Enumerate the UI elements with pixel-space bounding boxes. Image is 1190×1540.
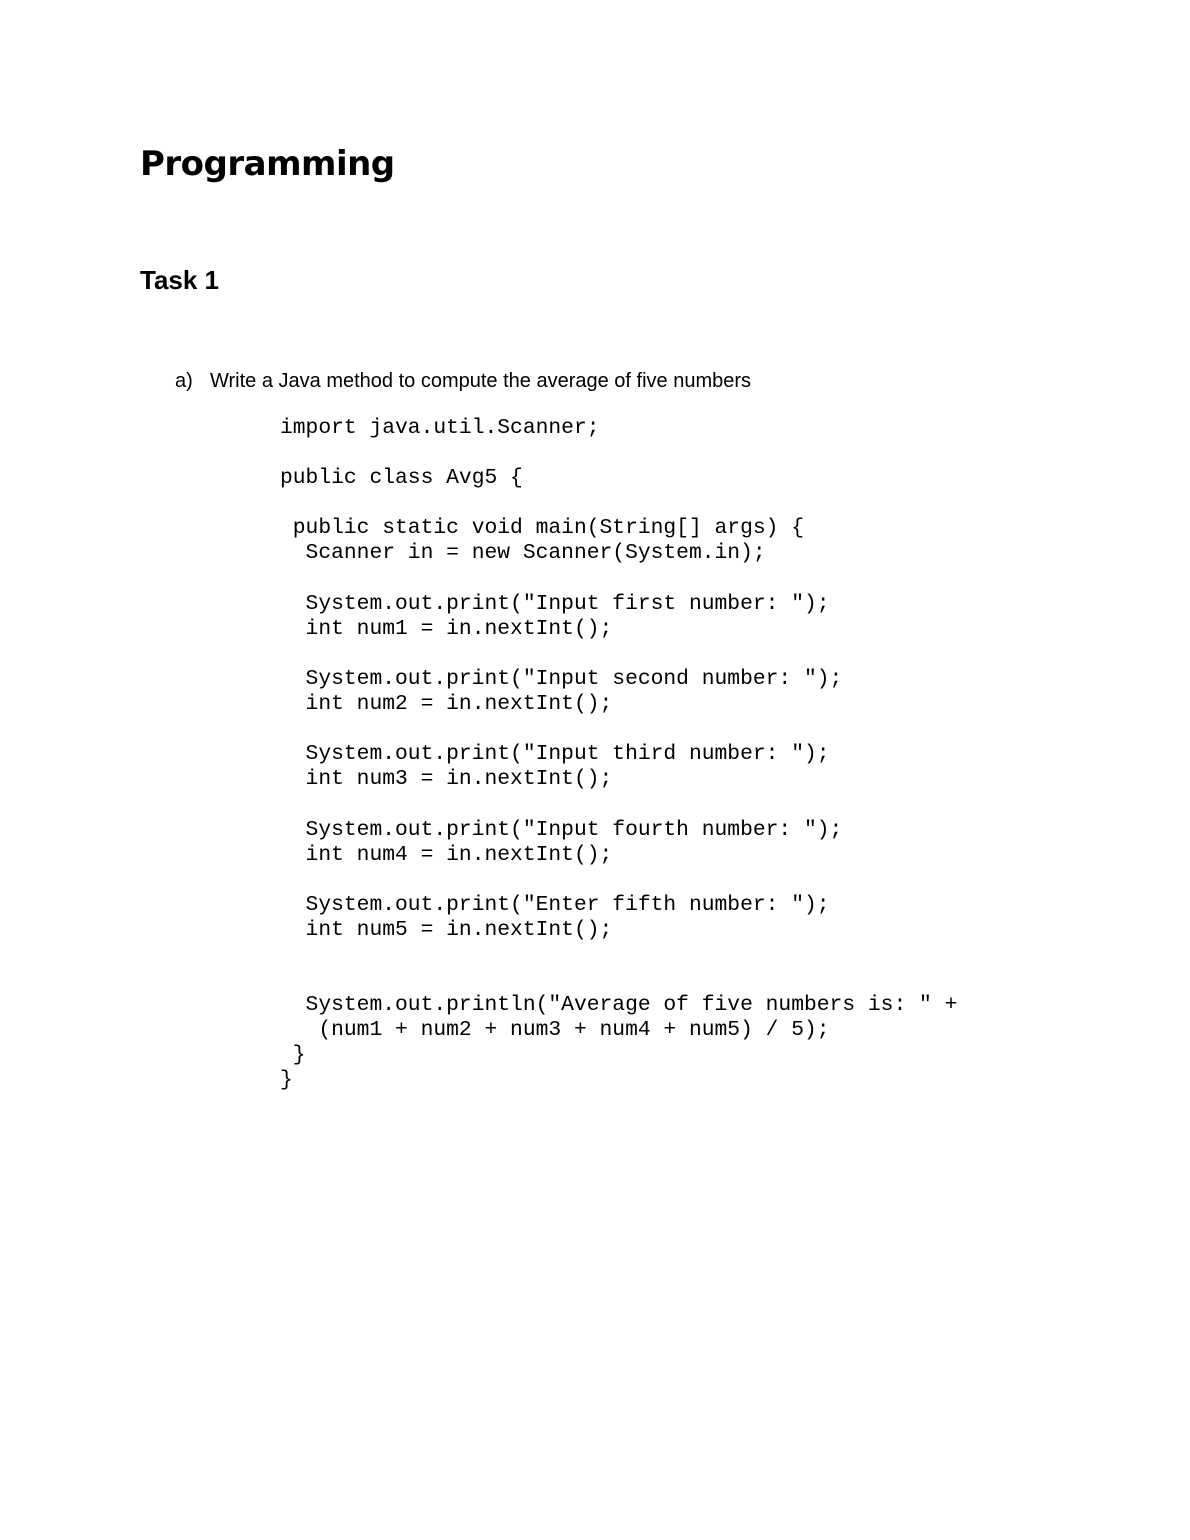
code-line: import java.util.Scanner; bbox=[280, 416, 600, 440]
code-line: } bbox=[280, 1043, 306, 1068]
code-line: System.out.print("Input first number: "); bbox=[280, 591, 830, 616]
code-line: public static void main(String[] args) { bbox=[280, 516, 804, 541]
list-item bbox=[175, 368, 751, 394]
code-line bbox=[280, 943, 957, 968]
code-line: System.out.print("Input second number: "); bbox=[280, 666, 843, 691]
code-line: int num5 = in.nextInt(); bbox=[280, 917, 613, 942]
code-line: (num1 + num2 + num3 + num4 + num5) / 5); bbox=[280, 1018, 830, 1043]
code-line: System.out.print("Enter fifth number: "); bbox=[280, 892, 830, 917]
code-line bbox=[280, 792, 957, 817]
code-line: Scanner in = new Scanner(System.in); bbox=[280, 541, 766, 566]
code-line bbox=[280, 441, 957, 466]
code-line: int num4 = in.nextInt(); bbox=[280, 842, 613, 867]
code-block bbox=[280, 416, 957, 1094]
list-marker: a) bbox=[175, 370, 193, 392]
code-line: int num3 = in.nextInt(); bbox=[280, 767, 613, 792]
task-heading: Task 1 bbox=[140, 265, 220, 295]
page-title: Programming bbox=[140, 144, 395, 184]
code-line bbox=[280, 717, 957, 742]
code-line: int num1 = in.nextInt(); bbox=[280, 616, 613, 641]
list-item-text: Write a Java method to compute the average of five numbers bbox=[210, 370, 752, 392]
code-line bbox=[280, 491, 957, 516]
code-line: public class Avg5 { bbox=[280, 466, 523, 491]
code-line: System.out.print("Input fourth number: "); bbox=[280, 817, 843, 842]
code-line: } bbox=[280, 1068, 293, 1093]
code-line bbox=[280, 642, 957, 667]
code-line bbox=[280, 567, 957, 592]
code-line: int num2 = in.nextInt(); bbox=[280, 692, 613, 717]
code-line bbox=[280, 968, 957, 993]
code-line bbox=[280, 868, 957, 893]
code-line: System.out.print("Input third number: "); bbox=[280, 742, 830, 767]
code-line: System.out.println("Average of five numbers is: " + bbox=[280, 993, 958, 1018]
